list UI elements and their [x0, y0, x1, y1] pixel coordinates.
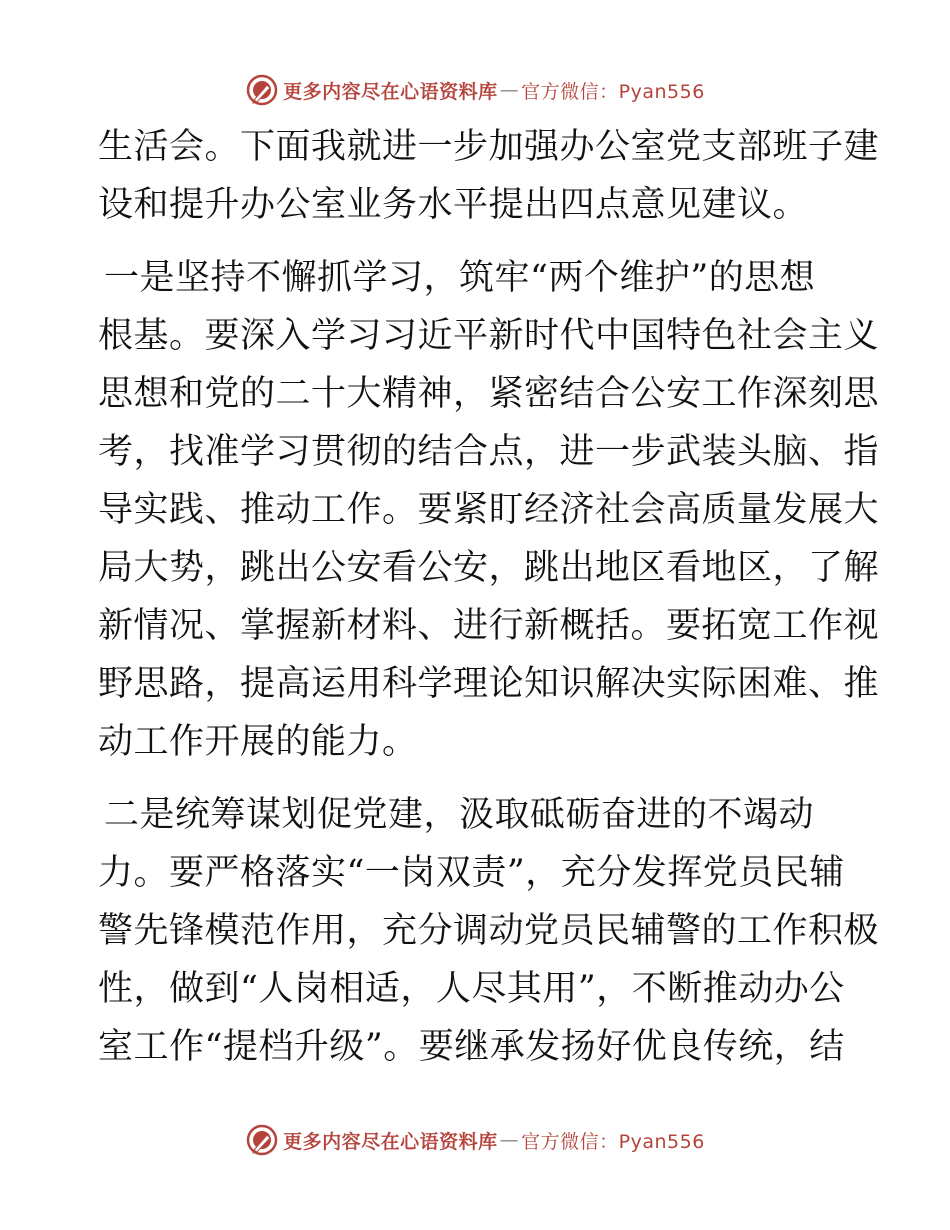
watermark-main-text: 更多内容尽在心语资料库	[283, 1130, 498, 1153]
watermark-wechat-text: 官方微信：Pyan556	[521, 1130, 705, 1153]
watermark-main-text: 更多内容尽在心语资料库	[283, 80, 498, 103]
text-line: 思想和党的二十大精神，紧密结合公安工作深刻思	[98, 374, 880, 414]
text-line: 考，找准学习贯彻的结合点，进一步武装头脑、指	[98, 432, 880, 472]
watermark-wechat-text: 官方微信：Pyan556	[521, 80, 705, 103]
text-line: 生活会。下面我就进一步加强办公室党支部班子建	[98, 127, 880, 167]
text-line: 室工作“提档升级”。要继承发扬好优良传统，结	[98, 1027, 845, 1067]
text-line: 新情况、掌握新材料、进行新概括。要拓宽工作视	[98, 606, 880, 646]
text-line: 力。要严格落实“一岗双责”，充分发挥党员民辅	[98, 853, 845, 893]
text-line: 野思路，提高运用科学理论知识解决实际困难、推	[98, 664, 880, 704]
section-heading-line: 一是坚持不懈抓学习，筑牢“两个维护”的思想	[104, 258, 816, 298]
text-line: 局大势，跳出公安看公安，跳出地区看地区，了解	[98, 548, 880, 588]
pen-seal-logo-icon	[245, 1123, 279, 1157]
watermark-separator: —	[499, 79, 520, 101]
text-line: 导实践、推动工作。要紧盯经济社会高质量发展大	[98, 490, 880, 530]
text-line: 动工作开展的能力。	[98, 722, 418, 762]
pen-seal-logo-icon	[245, 73, 279, 107]
text-line: 警先锋模范作用，充分调动党员民辅警的工作积极	[98, 911, 880, 951]
text-line: 设和提升办公室业务水平提出四点意见建议。	[98, 185, 809, 225]
section-heading-line: 二是统筹谋划促党建，汲取砥砺奋进的不竭动	[104, 795, 815, 835]
header-watermark	[0, 70, 950, 110]
footer-watermark	[0, 1120, 950, 1160]
document-body	[98, 118, 880, 1076]
text-line: 性，做到“人岗相适，人尽其用”，不断推动办公	[98, 969, 845, 1009]
text-line: 根基。要深入学习习近平新时代中国特色社会主义	[98, 316, 880, 356]
watermark-separator: —	[499, 1129, 520, 1151]
